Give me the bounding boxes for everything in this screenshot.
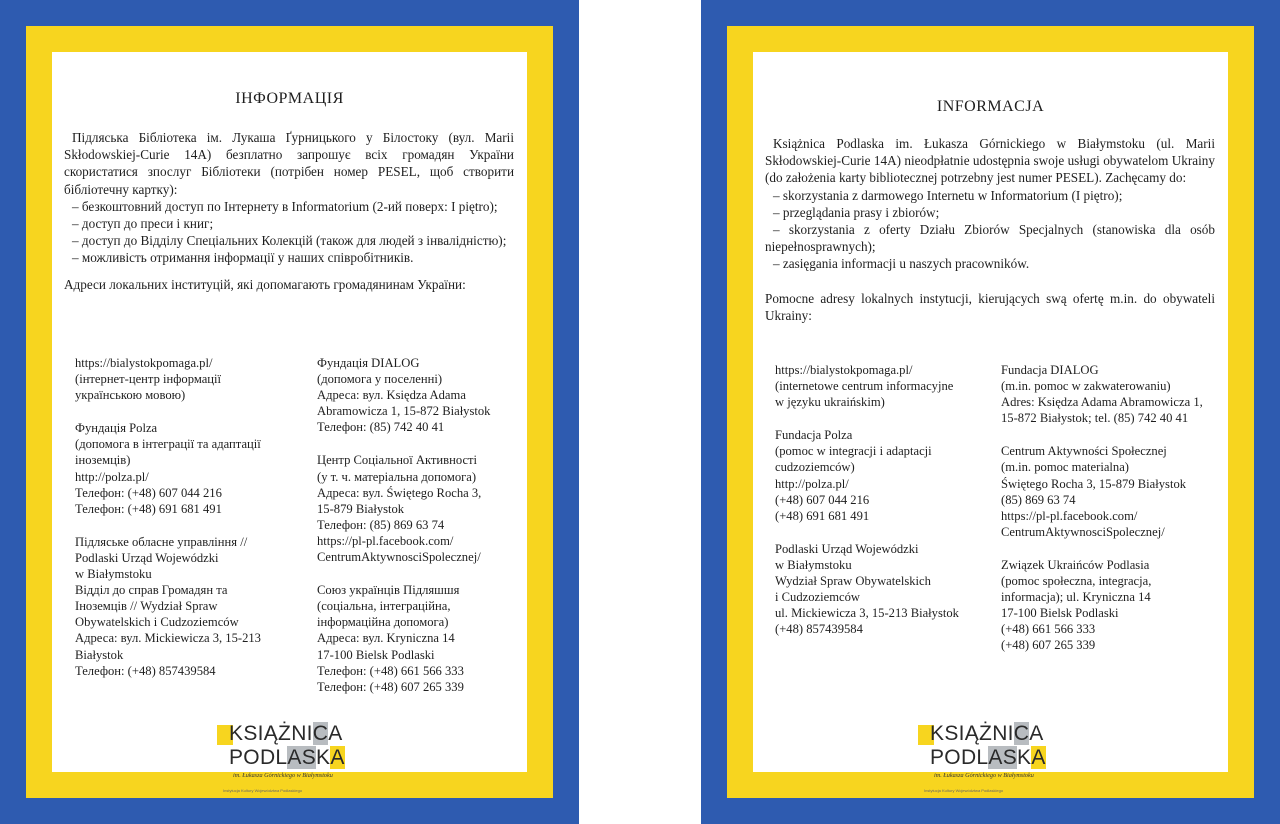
yellow-frame bbox=[727, 26, 1254, 798]
address-column-2 bbox=[317, 355, 490, 712]
address-line: w Białymstoku bbox=[775, 557, 852, 572]
logo-footer: Instytucja Kultury Województwa Podlaskiego bbox=[223, 788, 303, 793]
logo-subtitle: im. Łukasza Górnickiego w Białymstoku bbox=[233, 772, 333, 779]
address-line: (+48) 607 265 339 bbox=[1001, 638, 1096, 653]
intro-paragraph: – skorzystania z darmowego Internetu w Informatorium (I piętro); bbox=[773, 187, 1123, 203]
address-line: (85) 869 63 74 bbox=[1001, 492, 1076, 507]
address-line: Адреса: вул. Mickiewicza 3, 15-213 bbox=[75, 631, 261, 646]
logo-line-2: PODLASKA bbox=[930, 746, 1046, 769]
address-block bbox=[317, 452, 490, 565]
address-line: Фундація Polza bbox=[75, 421, 158, 436]
address-line: іноземців) bbox=[75, 453, 131, 468]
intro-paragraph: – skorzystania z oferty Działu Zbiorów Specjalnych (stanowiska dla osób niepełnosprawnych); bbox=[765, 222, 1215, 255]
address-line: (m.in. pomoc materialna) bbox=[1001, 460, 1129, 475]
address-line: (допомога в інтеграції та адаптації bbox=[75, 437, 261, 452]
intro-paragraph: – доступ до Відділу Спеціальних Колекцій (також для людей з інвалідністю); bbox=[72, 233, 507, 249]
address-line: Fundacja Polza bbox=[775, 428, 853, 443]
logo-footer: Instytucja Kultury Województwa Podlaskiego bbox=[924, 788, 1004, 793]
intro-paragraph: – можливість отримання інформації у наших співробітників. bbox=[72, 250, 414, 266]
address-line: Телефон: (85) 742 40 41 bbox=[317, 420, 445, 435]
logo-line-2: PODLASKA bbox=[229, 746, 345, 769]
address-line: 15-879 Białystok bbox=[317, 501, 405, 516]
address-line: Фундація DIALOG bbox=[317, 356, 420, 370]
intro-paragraph: – доступ до преси і книг; bbox=[72, 216, 214, 232]
address-line: Адреса: вул. Księdza Adama bbox=[317, 388, 466, 403]
yellow-frame bbox=[26, 26, 553, 798]
white-sheet bbox=[52, 52, 527, 793]
intro-paragraph: Адреси локальних інституцій, які допомагають громадянинам України: bbox=[64, 276, 466, 292]
address-line: Białystok bbox=[75, 647, 124, 662]
address-line: 17-100 Bielsk Podlaski bbox=[317, 647, 435, 662]
address-line: Відділ до справ Громадян та bbox=[75, 583, 228, 598]
address-line: Телефон: (85) 869 63 74 bbox=[317, 517, 445, 532]
logo-line-1: KSIĄŻNICA bbox=[930, 722, 1044, 745]
address-line: (pomoc w integracji i adaptacji bbox=[775, 444, 932, 459]
address-block bbox=[1001, 362, 1203, 426]
address-block bbox=[75, 420, 261, 517]
page-title: INFORMACJA bbox=[936, 98, 1045, 115]
address-line: 17-100 Bielsk Podlaski bbox=[1001, 606, 1119, 621]
address-line: Адреса: вул. Świętego Rocha 3, bbox=[317, 485, 482, 500]
poster-ukrainian bbox=[0, 0, 579, 824]
address-line: Świętego Rocha 3, 15-879 Białystok bbox=[1001, 476, 1187, 491]
address-line: CentrumAktywnosciSpolecznej/ bbox=[1001, 524, 1165, 539]
address-line: Телефон: (+48) 661 566 333 bbox=[317, 663, 464, 678]
address-column-1 bbox=[75, 355, 261, 696]
address-line: cudzoziemców) bbox=[775, 460, 855, 475]
address-block bbox=[775, 541, 959, 638]
address-block bbox=[75, 355, 261, 403]
address-block bbox=[775, 427, 959, 524]
address-line: Podlaski Urząd Wojewódzki bbox=[75, 550, 219, 565]
address-line: (допомога у поселенні) bbox=[317, 372, 443, 387]
address-line: 15-872 Białystok; tel. (85) 742 40 41 bbox=[1001, 411, 1189, 426]
address-line: Підляське обласне управління // bbox=[75, 534, 248, 549]
library-logo bbox=[916, 722, 1076, 802]
logo-subtitle: im. Łukasza Górnickiego w Białymstoku bbox=[934, 772, 1034, 779]
address-column-1 bbox=[775, 362, 959, 654]
address-block bbox=[75, 534, 261, 679]
address-line: Адреса: вул. Kryniczna 14 bbox=[317, 631, 455, 646]
address-line: інформаційна допомога) bbox=[317, 615, 449, 630]
intro-paragraph: – zasięgania informacji u naszych pracowników. bbox=[773, 256, 1030, 272]
intro-text bbox=[64, 129, 514, 293]
address-line: (+48) 857439584 bbox=[775, 622, 863, 637]
address-block bbox=[317, 355, 490, 435]
address-line: Centrum Aktywności Społecznej bbox=[1001, 444, 1167, 459]
library-logo bbox=[215, 722, 375, 802]
intro-paragraph: – безкоштовний доступ по Інтернету в Informatorium (2-ий поверх: I piętro); bbox=[72, 198, 498, 214]
address-line: Fundacja DIALOG bbox=[1001, 363, 1099, 377]
address-line: Союз українців Підляшшя bbox=[317, 583, 460, 598]
address-line: w Białymstoku bbox=[75, 567, 152, 582]
address-column-2 bbox=[1001, 362, 1203, 671]
address-block bbox=[775, 362, 959, 410]
address-block bbox=[1001, 443, 1203, 540]
address-line: CentrumAktywnosciSpolecznej/ bbox=[317, 550, 481, 565]
address-line: Związek Ukraińców Podlasia bbox=[1001, 557, 1150, 572]
address-line: https://pl-pl.facebook.com/ bbox=[317, 533, 454, 548]
address-line: w języku ukraińskim) bbox=[775, 395, 885, 410]
address-line: https://bialystokpomaga.pl/ bbox=[75, 356, 213, 370]
address-line: http://polza.pl/ bbox=[775, 476, 849, 491]
address-line: (pomoc społeczna, integracja, bbox=[1001, 574, 1152, 589]
address-line: (m.in. pomoc w zakwaterowaniu) bbox=[1001, 379, 1171, 394]
address-line: (у т. ч. матеріальна допомога) bbox=[317, 469, 477, 484]
address-line: Телефон: (+48) 607 044 216 bbox=[75, 485, 222, 500]
address-line: http://polza.pl/ bbox=[75, 469, 149, 484]
intro-paragraph: – przeglądania prasy i zbiorów; bbox=[773, 204, 940, 220]
page-title: ІНФОРМАЦІЯ bbox=[235, 90, 344, 107]
address-line: (internetowe centrum informacyjne bbox=[775, 379, 954, 394]
address-line: Центр Соціальної Активності bbox=[317, 453, 478, 468]
intro-paragraph: Pomocne adresy lokalnych instytucji, kierujących swą ofertę m.in. do obywateli Ukrainy: bbox=[765, 290, 1215, 323]
address-line: (інтернет-центр інформації bbox=[75, 372, 222, 387]
address-block bbox=[317, 582, 490, 695]
address-line: i Cudzoziemców bbox=[775, 590, 860, 605]
address-block bbox=[1001, 557, 1203, 654]
intro-paragraph: Książnica Podlaska im. Łukasza Górnickiego w Białymstoku (ul. Marii Skłodowskiej-Curie 14A) nieodpłatnie udostępnia swoje usługi obywatelom Ukrainy (do założenia karty bibliotecznej potrzebny jest numer PESEL). Zachęcamy do: bbox=[765, 136, 1215, 186]
address-line: ul. Mickiewicza 3, 15-213 Białystok bbox=[775, 606, 959, 621]
address-line: Podlaski Urząd Wojewódzki bbox=[775, 541, 919, 556]
address-line: Abramowicza 1, 15-872 Białystok bbox=[317, 404, 491, 419]
address-line: https://bialystokpomaga.pl/ bbox=[775, 363, 913, 377]
address-line: Іноземців // Wydział Spraw bbox=[75, 599, 218, 614]
address-line: https://pl-pl.facebook.com/ bbox=[1001, 508, 1138, 523]
address-line: Wydział Spraw Obywatelskich bbox=[775, 574, 931, 589]
address-line: українською мовою) bbox=[75, 388, 186, 403]
address-line: Телефон: (+48) 691 681 491 bbox=[75, 501, 222, 516]
intro-paragraph: Підляська Бібліотека ім. Лукаша Ґурницького у Білостоку (вул. Marii Skłodowskiej-Curie 14A) безплатно запрошує всіх громадян України скористатися зпослуг Бібліотеки (потрібен номер PESEL, щоб створити бібліотечну картку): bbox=[64, 130, 514, 197]
poster-polish bbox=[701, 0, 1280, 824]
intro-text bbox=[765, 135, 1215, 324]
address-line: (соціальна, інтеграційна, bbox=[317, 599, 451, 614]
white-sheet bbox=[753, 52, 1228, 793]
address-line: (+48) 607 044 216 bbox=[775, 492, 870, 507]
address-line: Adres: Księdza Adama Abramowicza 1, bbox=[1001, 395, 1203, 410]
address-line: informacja); ul. Kryniczna 14 bbox=[1001, 590, 1151, 605]
address-line: Телефон: (+48) 857439584 bbox=[75, 663, 216, 678]
address-line: (+48) 661 566 333 bbox=[1001, 622, 1096, 637]
address-line: Obywatelskich i Cudzoziemców bbox=[75, 615, 239, 630]
logo-line-1: KSIĄŻNICA bbox=[229, 722, 343, 745]
address-line: (+48) 691 681 491 bbox=[775, 508, 870, 523]
address-line: Телефон: (+48) 607 265 339 bbox=[317, 679, 464, 694]
